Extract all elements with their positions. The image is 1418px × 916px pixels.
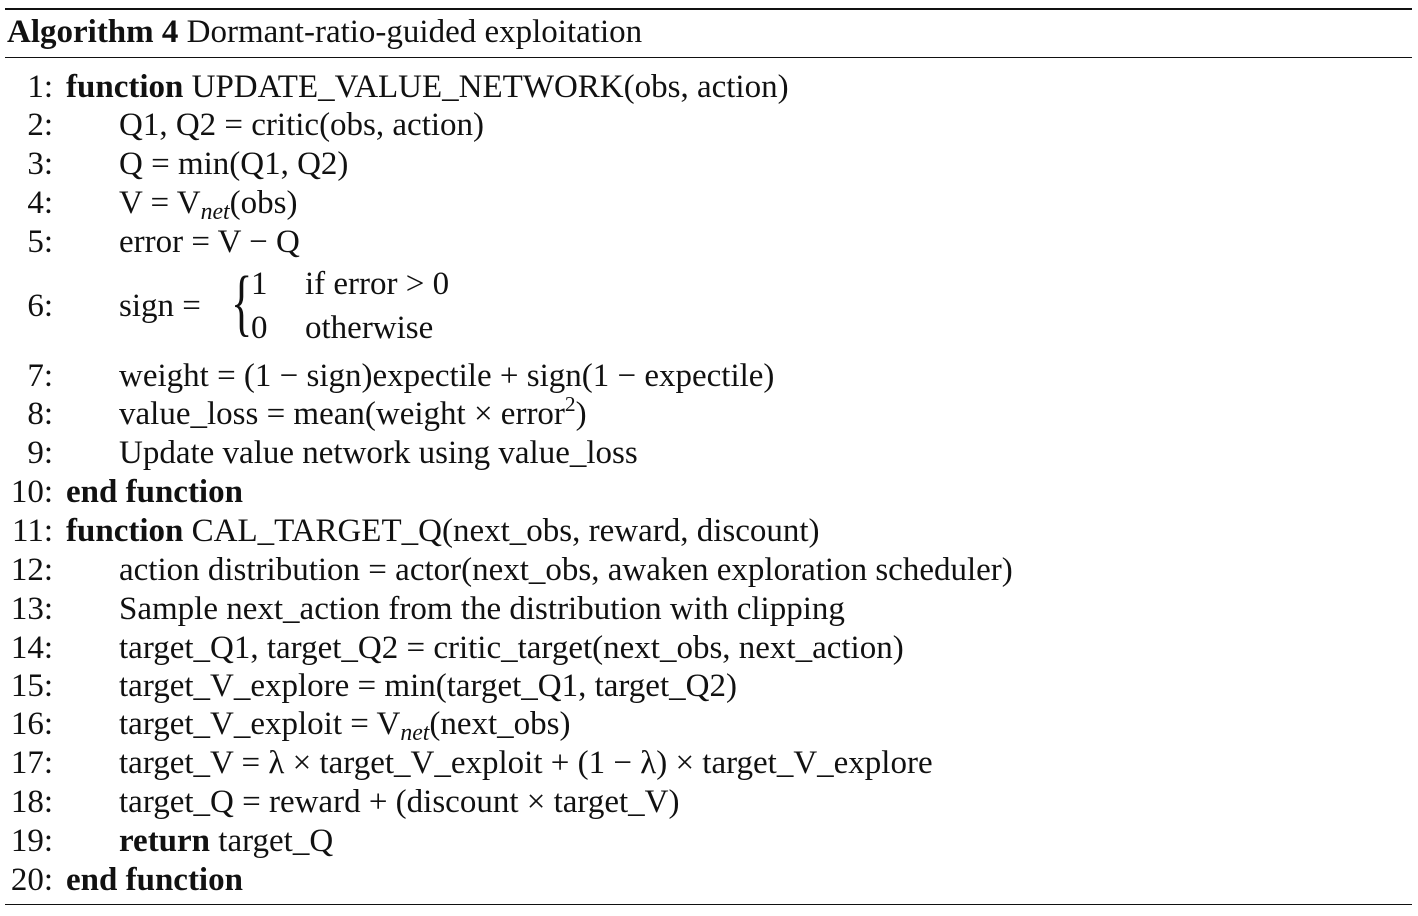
case-value: 0 — [251, 310, 268, 346]
line-body: action distribution = actor(next_obs, awaken exploration scheduler) — [119, 552, 1013, 588]
subscript: net — [200, 198, 230, 225]
line-number: 15: — [10, 668, 53, 704]
case-value: 1 — [251, 266, 268, 302]
line-number: 3: — [27, 146, 53, 182]
line-body: Q = min(Q1, Q2) — [119, 146, 349, 182]
line-number: 18: — [10, 784, 53, 820]
line-number: 8: — [27, 396, 53, 432]
line-body: target_V = λ × target_V_exploit + (1 − λ) × target_V_explore — [119, 745, 933, 781]
line-number: 5: — [27, 224, 53, 260]
keyword-end-function: end function — [66, 862, 243, 898]
function-name: UPDATE_VALUE_NETWORK — [191, 69, 624, 105]
case-condition: otherwise — [305, 310, 434, 346]
expr-pre: target_V_exploit = V — [119, 706, 401, 742]
line-body: target_Q1, target_Q2 = critic_target(next_obs, next_action) — [119, 630, 904, 666]
function-args: (next_obs, reward, discount) — [441, 513, 820, 549]
left-brace: { — [231, 262, 253, 344]
function-args: (obs, action) — [623, 69, 789, 105]
line-number: 12: — [10, 552, 53, 588]
line-body: target_V_explore = min(target_Q1, target_Q2) — [119, 668, 737, 704]
line-body — [119, 705, 571, 744]
algorithm-label: Algorithm 4 — [7, 14, 179, 50]
keyword-function: function — [66, 69, 184, 105]
line-body — [119, 822, 333, 861]
line-number: 13: — [10, 591, 53, 627]
line-number: 16: — [10, 706, 53, 742]
line-number: 7: — [27, 358, 53, 394]
line-body — [66, 68, 789, 107]
line-body: target_Q = reward + (discount × target_V) — [119, 784, 680, 820]
expr-pre: value_loss = mean(weight × error — [119, 396, 565, 432]
line-body — [119, 184, 297, 223]
keyword-function: function — [66, 513, 184, 549]
keyword-end-function: end function — [66, 474, 243, 510]
subscript: net — [400, 719, 430, 746]
line-body: Sample next_action from the distribution with clipping — [119, 591, 845, 627]
line-body: weight = (1 − sign)expectile + sign(1 − expectile) — [119, 358, 775, 394]
keyword-return: return — [119, 823, 211, 859]
case-condition: if error > 0 — [305, 266, 450, 302]
line-body — [119, 392, 587, 434]
line-number: 20: — [10, 862, 53, 898]
return-value: target_Q — [218, 823, 334, 859]
line-number: 11: — [12, 513, 53, 549]
algorithm-block — [5, 0, 1412, 916]
bottom-rule — [5, 904, 1412, 905]
algorithm-title: Dormant-ratio-guided exploitation — [186, 14, 643, 50]
line-body: Update value network using value_loss — [119, 435, 638, 471]
line-number: 10: — [10, 474, 53, 510]
line-number: 6: — [27, 288, 53, 324]
superscript: 2 — [564, 392, 576, 417]
algorithm-caption — [7, 12, 642, 52]
line-body: Q1, Q2 = critic(obs, action) — [119, 107, 485, 143]
top-rule — [5, 8, 1412, 10]
case-lhs: sign = — [119, 288, 201, 324]
line-number: 17: — [10, 745, 53, 781]
line-number: 2: — [27, 107, 53, 143]
expr-pre: V = V — [119, 185, 201, 221]
expr-post: ) — [575, 396, 587, 432]
expr-post: (obs) — [229, 185, 298, 221]
line-number: 1: — [27, 69, 53, 105]
line-number: 4: — [27, 185, 53, 221]
line-number: 9: — [27, 435, 53, 471]
caption-rule — [5, 57, 1412, 58]
line-number: 14: — [10, 630, 53, 666]
line-body — [66, 512, 820, 551]
line-number: 19: — [10, 823, 53, 859]
line-body: error = V − Q — [119, 224, 300, 260]
function-name: CAL_TARGET_Q — [191, 513, 442, 549]
expr-post: (next_obs) — [429, 706, 571, 742]
